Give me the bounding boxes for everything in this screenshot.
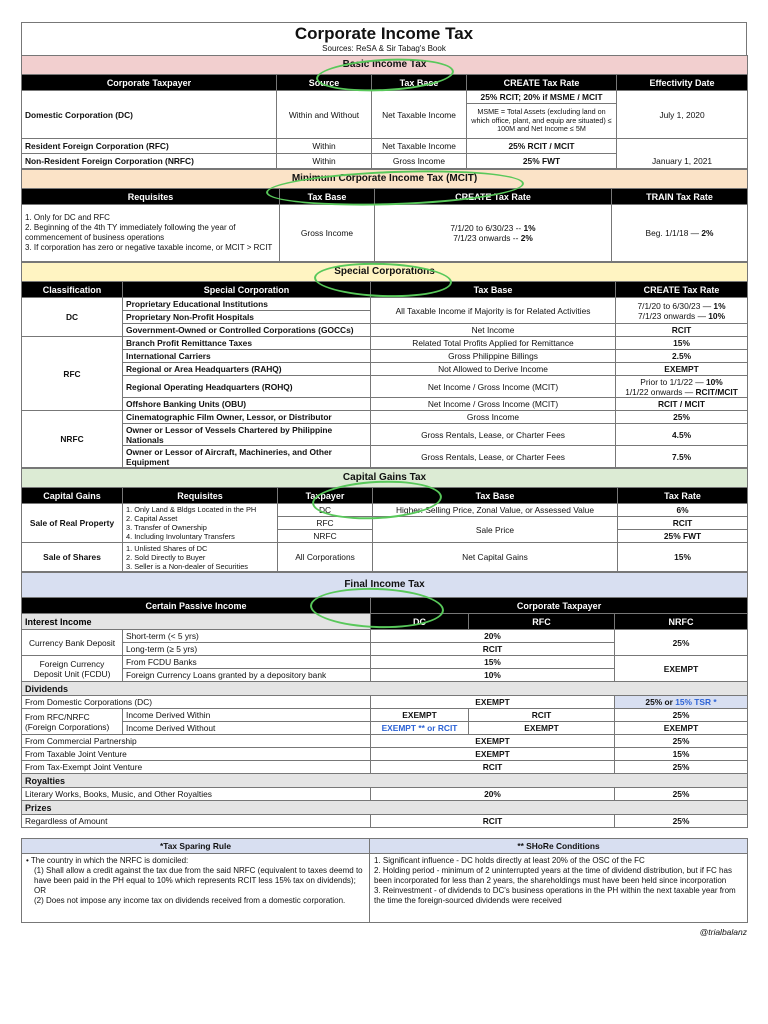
fcdu-loans: Foreign Currency Loans granted by a depository bank: [123, 669, 371, 682]
special-item: Owner or Lessor of Aircraft, Machineries, and Other Equipment: [123, 446, 371, 468]
from-partnership: From Commercial Partnership: [22, 735, 371, 748]
prizes-nrfc: 25%: [615, 815, 748, 828]
special-base: Gross Rentals, Lease, or Charter Fees: [371, 446, 616, 468]
div-nrfc-rate: 25% or: [645, 697, 676, 707]
shares-rate: 15%: [618, 543, 748, 572]
within-nrfc: 25%: [615, 709, 748, 722]
special-item: Government-Owned or Controlled Corporations (GOCCs): [123, 324, 371, 337]
special-gocc-rate: RCIT: [616, 324, 748, 337]
col-effectivity-date: Effectivity Date: [617, 75, 748, 91]
special-base: Gross Philippine Billings: [371, 350, 616, 363]
nrfc-source: Within: [277, 154, 372, 169]
within-rfc: RCIT: [469, 709, 615, 722]
special-rate: 25%: [616, 411, 748, 424]
tax-exempt-jv-rate: RCIT: [371, 761, 615, 774]
capital-gains-heading: Capital Gains Tax: [22, 469, 748, 488]
special-base: Not Allowed to Derive Income: [371, 363, 616, 376]
dividends-heading: Dividends: [22, 682, 748, 696]
col-train-rate: TRAIN Tax Rate: [612, 189, 748, 205]
mcit-table: [21, 169, 748, 262]
col-tax-base: Tax Base: [372, 75, 467, 91]
interest-income-heading: Interest Income: [22, 614, 371, 630]
special-dc-rate2-value: 10%: [708, 310, 726, 321]
col-special-rate: CREATE Tax Rate: [616, 282, 748, 298]
rp-req: 3. Transfer of Ownership: [126, 523, 207, 532]
special-dc-rate2-period: 7/1/23 onwards —: [637, 310, 709, 321]
dc-label: Domestic Corporation (DC): [22, 91, 277, 139]
col-cgt-rate: Tax Rate: [618, 488, 748, 504]
basic-income-tax-heading: Basic Income Tax: [22, 56, 748, 75]
shares-req: 1. Unlisted Shares of DC: [126, 543, 208, 553]
author-handle: @trialbalanz: [699, 927, 747, 937]
col-special-corporation: Special Corporation: [123, 282, 371, 298]
special-dc-base: All Taxable Income if Majority is for Related Activities: [371, 298, 616, 324]
income-within: Income Derived Within: [123, 709, 371, 722]
short-term: Short-term (< 5 yrs): [123, 630, 371, 643]
div-from-dc-nrfc: [615, 696, 748, 709]
final-income-tax-table: [21, 572, 748, 828]
tax-exempt-jv-nrfc: 25%: [615, 761, 748, 774]
col-requisites: Requisites: [22, 189, 280, 205]
col-create-tax-rate: CREATE Tax Rate: [467, 75, 617, 91]
special-item: Regional Operating Headquarters (ROHQ): [123, 376, 371, 398]
without-nrfc: EXEMPT: [615, 722, 748, 735]
tsr-intro: • The country in which the NRFC is domiciled:: [26, 856, 189, 865]
royalties-heading: Royalties: [22, 774, 748, 788]
final-income-tax-heading: Final Income Tax: [22, 573, 748, 598]
shares-req: 3. Seller is a Non-dealer of Securities: [126, 561, 249, 571]
shares-req: 2. Sold Directly to Buyer: [126, 552, 206, 562]
real-property-requisites: [123, 504, 278, 543]
div-from-dc: From Domestic Corporations (DC): [22, 696, 371, 709]
special-base: Net Income / Gross Income (MCIT): [371, 376, 616, 398]
rfc-base: Net Taxable Income: [372, 139, 467, 154]
shore-conditions-body: [370, 854, 748, 923]
tsr-condition-1: (1) Shall allow a credit against the tax due from the said NRFC (equivalent to taxes deemd to have been paid in the PH equal to 10% which represents RCIT less 15% tax on dividends); OR: [34, 866, 363, 895]
long-term-rate: RCIT: [371, 643, 615, 656]
rp-nrfc: NRFC: [278, 530, 373, 543]
tsr-link: 15% TSR *: [675, 697, 717, 707]
capital-gains-tax-table: [21, 468, 748, 572]
rp-req: 1. Only Land & Bldgs Located in the PH: [126, 505, 257, 514]
income-without: Income Derived Without: [123, 722, 371, 735]
rp-sale-price: Sale Price: [373, 517, 618, 543]
shares-base: Net Capital Gains: [373, 543, 618, 572]
col-passive-income: Certain Passive Income: [22, 598, 371, 614]
mcit-base: Gross Income: [280, 205, 375, 262]
special-rate: 7.5%: [616, 446, 748, 468]
sale-real-property: Sale of Real Property: [22, 504, 123, 543]
rp-dc-rate: 6%: [618, 504, 748, 517]
fcdu-loans-rate: 10%: [371, 669, 615, 682]
special-rate: 2.5%: [616, 350, 748, 363]
shore-condition-1: 1. Significant influence - DC holds directly at least 20% of the OSC of the FC: [374, 856, 645, 865]
div-from-foreign: From RFC/NRFC (Foreign Corporations): [22, 709, 123, 735]
mcit-rate1-value: 1%: [523, 223, 536, 233]
special-item: Branch Profit Remittance Taxes: [123, 337, 371, 350]
special-rate: 15%: [616, 337, 748, 350]
col-cgt-taxpayer: Taxpayer: [278, 488, 373, 504]
shore-condition-2: 2. Holding period - minimum of 2 uninterrupted years at the time of dividend distribution, but if FC has been incorporated for less than 2 years, the shareholdings must have been held since incorporation: [374, 866, 732, 885]
special-gocc-base: Net Income: [371, 324, 616, 337]
mcit-heading: Minimum Corporate Income Tax (MCIT): [22, 170, 748, 189]
literary-works-nrfc: 25%: [615, 788, 748, 801]
partnership-rate: EXEMPT: [371, 735, 615, 748]
from-tax-exempt-jv: From Tax-Exempt Joint Venture: [22, 761, 371, 774]
special-rate: EXEMPT: [616, 363, 748, 376]
regardless-of-amount: Regardless of Amount: [22, 815, 371, 828]
col-fit-dc: DC: [371, 614, 469, 630]
dc-date: July 1, 2020: [617, 91, 748, 139]
prizes-rate: RCIT: [371, 815, 615, 828]
rp-req: 2. Capital Asset: [126, 514, 178, 523]
col-classification: Classification: [22, 282, 123, 298]
cbd-nrfc-rate: 25%: [615, 630, 748, 656]
special-base: Net Income / Gross Income (MCIT): [371, 398, 616, 411]
mcit-req-2: 2. Beginning of the 4th TY immediately following the year of commencement of business operations: [25, 223, 236, 242]
dc-rate: 25% RCIT; 20% if MSME / MCIT: [467, 91, 617, 104]
special-corporations-heading: Special Corporations: [22, 263, 748, 282]
tax-sparing-rule-heading: *Tax Sparing Rule: [22, 839, 370, 854]
mcit-rate2-value: 2%: [520, 233, 533, 243]
basic-income-tax-table: [21, 55, 748, 169]
mcit-rate1-period: 7/1/20 to 6/30/23 --: [450, 223, 524, 233]
rohq-rate2-period: 1/1/22 onwards —: [625, 386, 696, 397]
col-mcit-create-rate: CREATE Tax Rate: [375, 189, 612, 205]
currency-bank-deposit: Currency Bank Deposit: [22, 630, 123, 656]
dc-base: Net Taxable Income: [372, 91, 467, 139]
special-item: Proprietary Educational Institutions: [123, 298, 371, 311]
sale-of-shares: Sale of Shares: [22, 543, 123, 572]
rp-rfc-rate: RCIT: [618, 517, 748, 530]
rohq-rates: [616, 376, 748, 398]
special-dc-rate1-value: 1%: [713, 300, 726, 311]
special-item: Owner or Lessor of Vessels Chartered by Philippine Nationals: [123, 424, 371, 446]
page-title: Corporate Income Tax: [294, 24, 474, 43]
special-item: Offshore Banking Units (OBU): [123, 398, 371, 411]
mcit-req-3: 3. If corporation has zero or negative taxable income, or MCIT > RCIT: [25, 243, 273, 252]
special-base: Gross Income: [371, 411, 616, 424]
shore-condition-3: 3. Reinvestment - of dividends to DC's business operations in the PH within the next taxable year from the time the foreign-sourced dividends were received: [374, 886, 736, 905]
special-rfc-group: RFC: [22, 337, 123, 411]
special-item: Proprietary Non-Profit Hospitals: [123, 311, 371, 324]
shares-taxpayer: All Corporations: [278, 543, 373, 572]
col-source: Source: [277, 75, 372, 91]
from-taxable-jv: From Taxable Joint Venture: [22, 748, 371, 761]
special-item: Regional or Area Headquarters (RAHQ): [123, 363, 371, 376]
col-mcit-tax-base: Tax Base: [280, 189, 375, 205]
col-special-tax-base: Tax Base: [371, 282, 616, 298]
special-dc-rates: [616, 298, 748, 324]
special-base: Gross Rentals, Lease, or Charter Fees: [371, 424, 616, 446]
special-nrfc-group: NRFC: [22, 411, 123, 468]
taxable-jv-nrfc: 15%: [615, 748, 748, 761]
col-corporate-taxpayer-group: Corporate Taxpayer: [371, 598, 748, 614]
mcit-train-rate: [612, 205, 748, 262]
rp-rfc: RFC: [278, 517, 373, 530]
rp-dc-base: Higher: Selling Price, Zonal Value, or Assessed Value: [373, 504, 618, 517]
literary-works: Literary Works, Books, Music, and Other Royalties: [22, 788, 371, 801]
mcit-rate2-period: 7/1/23 onwards --: [453, 233, 521, 243]
shore-conditions-heading: ** SHoRe Conditions: [370, 839, 748, 854]
special-dc-group: DC: [22, 298, 123, 337]
prizes-heading: Prizes: [22, 801, 748, 815]
title-block: [21, 22, 747, 55]
tax-reviewer-sheet: [21, 22, 747, 937]
tax-sparing-rule-body: [22, 854, 370, 923]
fcdu-nrfc-rate: EXEMPT: [615, 656, 748, 682]
col-capital-gains: Capital Gains: [22, 488, 123, 504]
mcit-requisites: [22, 205, 280, 262]
sources-line: Sources: ReSA & Sir Tabag's Book: [322, 44, 446, 53]
fcdu-banks: From FCDU Banks: [123, 656, 371, 669]
mcit-req-1: 1. Only for DC and RFC: [25, 213, 110, 222]
col-fit-nrfc: NRFC: [615, 614, 748, 630]
fcdu-banks-rate: 15%: [371, 656, 615, 669]
special-item: Cinematographic Film Owner, Lessor, or Distributor: [123, 411, 371, 424]
within-dc: EXEMPT: [371, 709, 469, 722]
nrfc-date: January 1, 2021: [617, 139, 748, 169]
special-item: International Carriers: [123, 350, 371, 363]
special-rate: 4.5%: [616, 424, 748, 446]
rp-req: 4. Including Involuntary Transfers: [126, 532, 235, 541]
special-rate: RCIT / MCIT: [616, 398, 748, 411]
nrfc-base: Gross Income: [372, 154, 467, 169]
col-cgt-base: Tax Base: [373, 488, 618, 504]
train-value: 2%: [701, 228, 714, 238]
rfc-rate: 25% RCIT / MCIT: [467, 139, 617, 154]
rfc-source: Within: [277, 139, 372, 154]
col-fit-rfc: RFC: [469, 614, 615, 630]
literary-works-rate: 20%: [371, 788, 615, 801]
div-from-dc-rate: EXEMPT: [371, 696, 615, 709]
fcdu: Foreign Currency Deposit Unit (FCDU): [22, 656, 123, 682]
notes-table: [21, 838, 748, 923]
partnership-nrfc: 25%: [615, 735, 748, 748]
rohq-rate2-value: RCIT/MCIT: [695, 386, 738, 397]
dc-source: Within and Without: [277, 91, 372, 139]
taxable-jv-rate: EXEMPT: [371, 748, 615, 761]
tsr-condition-2: (2) Does not impose any income tax on dividends received from a domestic corporation.: [34, 896, 346, 905]
special-corporations-table: [21, 262, 748, 468]
shares-requisites: [123, 543, 278, 572]
nrfc-label: Non-Resident Foreign Corporation (NRFC): [22, 154, 277, 169]
without-dc: EXEMPT ** or RCIT: [371, 722, 469, 735]
special-base: Related Total Profits Applied for Remittance: [371, 337, 616, 350]
train-period: Beg. 1/1/18 —: [645, 228, 702, 238]
nrfc-rate: 25% FWT: [467, 154, 617, 169]
col-corporate-taxpayer: Corporate Taxpayer: [22, 75, 277, 91]
mcit-create-rates: [375, 205, 612, 262]
rfc-label: Resident Foreign Corporation (RFC): [22, 139, 277, 154]
msme-definition: MSME = Total Assets (excluding land on which office, plant, and equip are situated) ≤ 100M and Net Income ≤ 5M: [467, 104, 617, 139]
long-term: Long-term (≥ 5 yrs): [123, 643, 371, 656]
without-rfc: EXEMPT: [469, 722, 615, 735]
special-dc-rate1-period: 7/1/20 to 6/30/23 —: [637, 300, 714, 311]
rp-dc: DC: [278, 504, 373, 517]
rp-nrfc-rate: 25% FWT: [618, 530, 748, 543]
rohq-rate1-period: Prior to 1/1/22 —: [640, 376, 706, 387]
short-term-rate: 20%: [371, 630, 615, 643]
col-cgt-requisites: Requisites: [123, 488, 278, 504]
rohq-rate1-value: 10%: [705, 376, 723, 387]
